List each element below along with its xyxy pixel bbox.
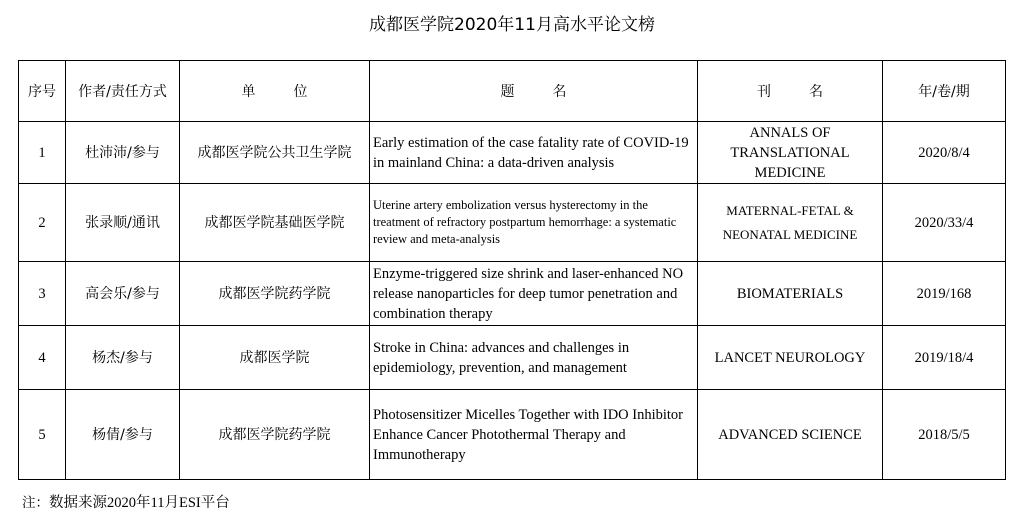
row-unit: 成都医学院药学院 <box>180 390 370 480</box>
row-journal: LANCET NEUROLOGY <box>698 326 883 390</box>
row-date: 2019/168 <box>883 262 1006 326</box>
row-title: Enzyme-triggered size shrink and laser-enhanced NO release nanoparticles for deep tumor penetration and combination therapy <box>370 262 698 326</box>
row-date: 2020/33/4 <box>883 184 1006 262</box>
table-header-row <box>19 61 1006 122</box>
header-no: 序号 <box>19 61 66 122</box>
row-journal: ANNALS OF TRANSLATIONAL MEDICINE <box>698 122 883 184</box>
row-author: 杨杰/参与 <box>66 326 180 390</box>
row-title: Photosensitizer Micelles Together with IDO Inhibitor Enhance Cancer Photothermal Therapy and Immunotherapy <box>370 390 698 480</box>
header-date: 年/卷/期 <box>883 61 1006 122</box>
row-journal: ADVANCED SCIENCE <box>698 390 883 480</box>
row-author: 张录顺/通讯 <box>66 184 180 262</box>
row-author: 杨倩/参与 <box>66 390 180 480</box>
row-no: 2 <box>19 184 66 262</box>
header-author: 作者/责任方式 <box>66 61 180 122</box>
row-unit: 成都医学院公共卫生学院 <box>180 122 370 184</box>
table-row <box>19 262 1006 326</box>
table-row <box>19 122 1006 184</box>
row-unit: 成都医学院 <box>180 326 370 390</box>
footnote <box>22 494 230 512</box>
header-unit: 单 位 <box>180 61 370 122</box>
table-row <box>19 390 1006 480</box>
table-row <box>19 184 1006 262</box>
table-row <box>19 326 1006 390</box>
row-date: 2018/5/5 <box>883 390 1006 480</box>
row-author: 杜沛沛/参与 <box>66 122 180 184</box>
row-unit: 成都医学院基础医学院 <box>180 184 370 262</box>
row-no: 1 <box>19 122 66 184</box>
header-journal: 刊 名 <box>698 61 883 122</box>
row-date: 2020/8/4 <box>883 122 1006 184</box>
row-title: Stroke in China: advances and challenges in epidemiology, prevention, and management <box>370 326 698 390</box>
row-journal: BIOMATERIALS <box>698 262 883 326</box>
row-date: 2019/18/4 <box>883 326 1006 390</box>
row-title: Uterine artery embolization versus hysterectomy in the treatment of refractory postpartum hemorrhage: a systematic review and meta-analysis <box>370 184 698 262</box>
papers-table <box>18 60 1006 480</box>
footnote-text: 数据来源2020年11月ESI平台 <box>49 495 230 511</box>
row-title: Early estimation of the case fatality rate of COVID-19 in mainland China: a data-driven analysis <box>370 122 698 184</box>
page-title: 成都医学院2020年11月高水平论文榜 <box>369 15 655 35</box>
row-journal: MATERNAL-FETAL & NEONATAL MEDICINE <box>698 184 883 262</box>
footnote-label: 注： <box>22 495 49 511</box>
row-no: 3 <box>19 262 66 326</box>
row-no: 4 <box>19 326 66 390</box>
row-author: 高会乐/参与 <box>66 262 180 326</box>
row-no: 5 <box>19 390 66 480</box>
header-title: 题 名 <box>370 61 698 122</box>
row-unit: 成都医学院药学院 <box>180 262 370 326</box>
